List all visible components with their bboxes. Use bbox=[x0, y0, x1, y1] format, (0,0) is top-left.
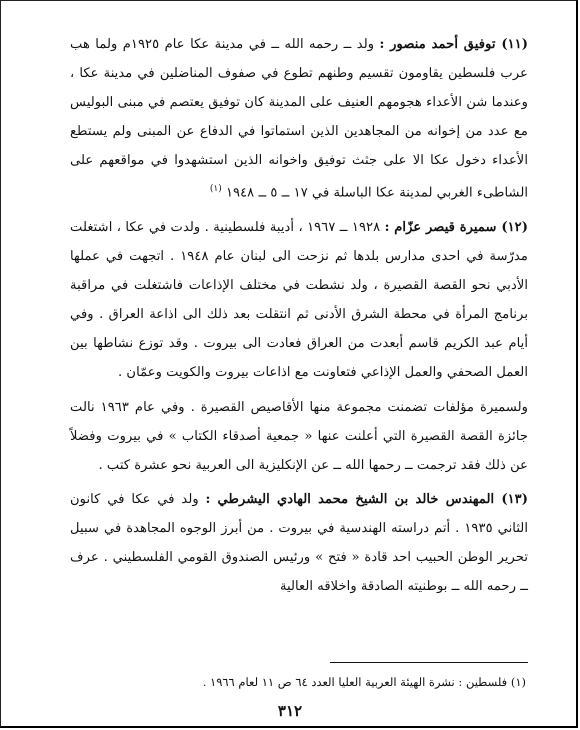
footnote: (١) فلسطين : نشرة الهيئة العربية العليا العدد ٦٤ ص ١١ لعام ١٩٦٦ . bbox=[202, 675, 526, 689]
entry-12-heading: (١٢) سميرة قيصر عزّام : bbox=[384, 220, 529, 236]
entry-11 bbox=[70, 30, 528, 207]
footnote-ref[interactable]: (١) bbox=[209, 184, 222, 194]
entry-13-text: ولد في عكا في كانون الثاني ١٩٣٥ . أتم دراسته الهندسية في بيروت . من أبرز الوجوه المجاهدة في سبيل تحرير الوطن الحبيب احد قادة « فتح » ورئيس الصندوق القومي الفلسطيني . عرف ــ رحمه الله ــ بوطنيته الصادقة واخلاقه العالية bbox=[70, 492, 528, 595]
entry-12 bbox=[70, 213, 528, 387]
entry-13-heading: (١٣) المهندس خالد بن الشيخ محمد الهادي اليشرطي : bbox=[205, 492, 528, 508]
page-number: ٣١٢ bbox=[277, 702, 303, 720]
entry-12-paragraph: ولسميرة مؤلفات تضمنت مجموعة منها الأقاصيص القصيرة . وفي عام ١٩٦٣ نالت جائزة القصة القصيرة التي أعلنت عنها « جمعية أصدقاء الكتاب » في بيروت وفضلاً عن ذلك فقد ترجمت ــ رحمها الله ــ عن الإنكليزية الى العربية نحو عشرة كتب . bbox=[70, 400, 528, 474]
entry-11-text: ولد ــ رحمه الله ــ في مدينة عكا عام ١٩٢٥م ولما هب عرب فلسطين يقاومون تقسيم وطنهم تطوع في صفوف المناضلين في مدينة عكا ، وعندما شن الأعداء هجومهم العنيف على المدينة كان توفيق يعتصم في مبنى البوليس مع عدد من إخوانه من المجاهدين الذين استماتوا في الدفاع عن المبنى ولم يستطع الأعداء دخول عكا الا على جثث توفيق واخوانه الذين استشهدوا في مواقعهم على الشاطىء الغربي لمدينة عكا الباسلة في ١٧ ــ ٥ ــ ١٩٤٨ bbox=[70, 37, 528, 201]
page-body bbox=[70, 30, 528, 607]
footnote-divider bbox=[330, 662, 528, 663]
entry-13 bbox=[70, 485, 528, 601]
entry-12-text: ١٩٢٨ ــ ١٩٦٧ ، أديبة فلسطينية . ولدت في عكا ، اشتغلت مدرّسة في احدى مدارس بلدها ثم نزحت الى لبنان عام ١٩٤٨ . اتجهت في عملها الأدبي نحو القصة القصيرة ، ولد نشطت في مختلف الإذاعات فاشتغلت في مراقبة برنامج المرأة في محطة الشرق الأدنى ثم انتقلت بعد ذلك الى اذاعة العراق . وفي أيام عبد الكريم قاسم أبعدت من العراق فعادت الى بيروت . وقد توزع نشاطها بين العمل الصحفي والعمل الإذاعي فتعاونت مع اذاعات بيروت والكويت وعمّان . bbox=[70, 220, 528, 381]
entry-11-heading: (١١) توفيق أحمد منصور : bbox=[379, 37, 529, 52]
